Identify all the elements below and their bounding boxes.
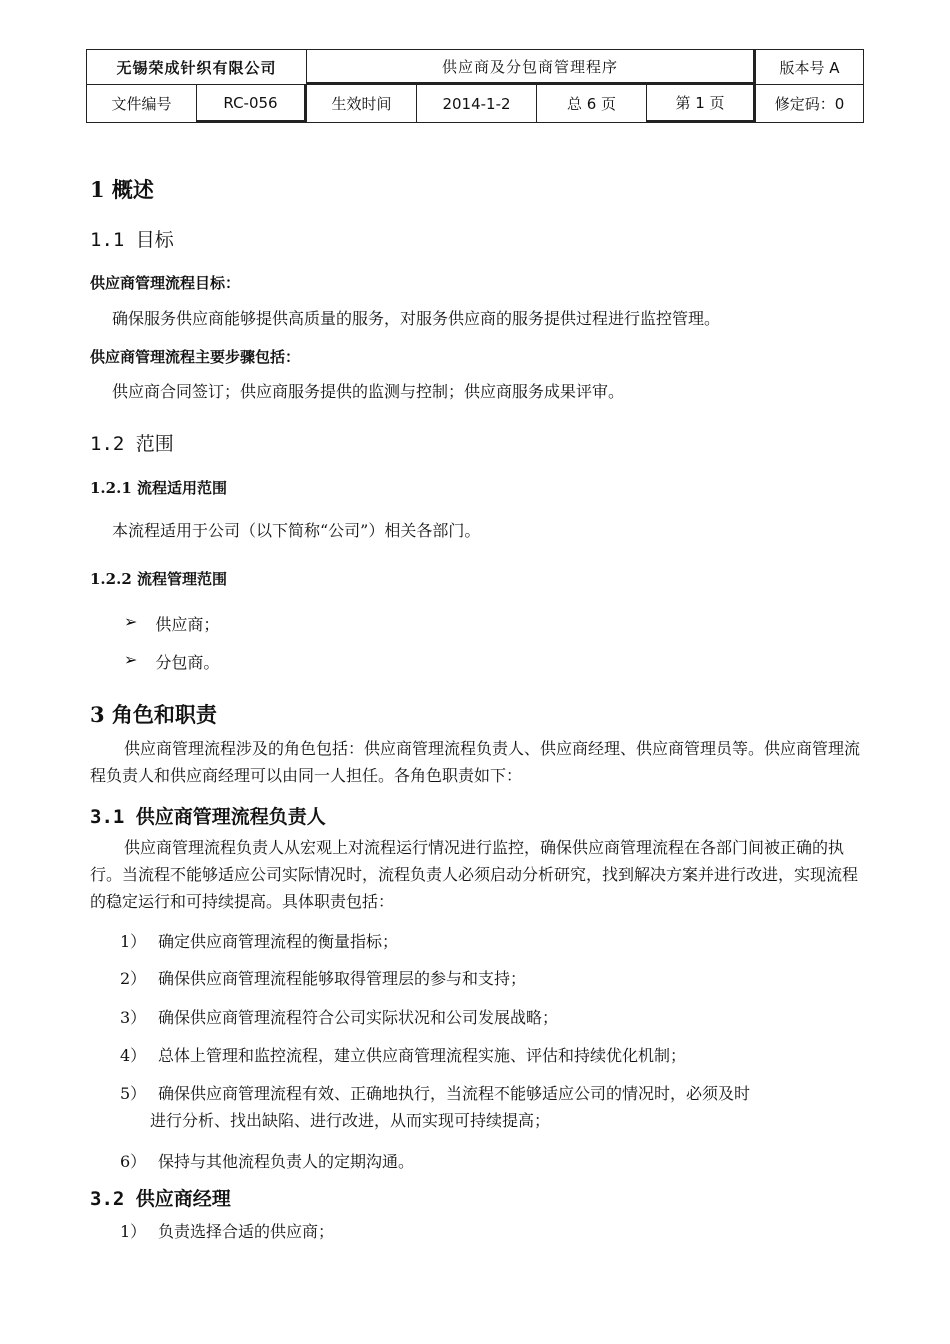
- company-name: 无锡荣成针织有限公司: [86, 49, 307, 85]
- list-item: 2） 确保供应商管理流程能够取得管理层的参与和支持；: [120, 969, 527, 988]
- document-header-table: [86, 49, 864, 123]
- effective-date: 2014-1-2: [416, 84, 537, 123]
- section-3-2-heading: 3.2 供应商经理: [90, 1188, 231, 1210]
- document-title: 供应商及分包商管理程序: [306, 49, 756, 85]
- arrow-bullet-icon: ➢: [124, 650, 138, 669]
- arrow-bullet-icon: ➢: [124, 612, 138, 631]
- steps-label: 供应商管理流程主要步骤包括：: [90, 348, 301, 366]
- list-item: ➢ 供应商；: [124, 612, 220, 634]
- section-3-1-heading: 3.1 供应商管理流程负责人: [90, 806, 326, 828]
- effective-date-label: 生效时间: [306, 84, 417, 123]
- steps-text: 供应商合同签订；供应商服务提供的监测与控制；供应商服务成果评审。: [112, 382, 625, 401]
- section-1-2-1-heading: 1.2.1 流程适用范围: [90, 479, 227, 497]
- goal-text: 确保服务供应商能够提供高质量的服务，对服务供应商的服务提供过程进行监控管理。: [112, 309, 721, 328]
- section-1-heading: 1 概述: [90, 177, 154, 202]
- scope-text: 本流程适用于公司（以下简称“公司”）相关各部门。: [112, 521, 481, 540]
- section-3-heading: 3 角色和职责: [90, 702, 217, 727]
- list-item: 1） 负责选择合适的供应商；: [120, 1222, 335, 1241]
- list-item: 3） 确保供应商管理流程符合公司实际状况和公司发展战略；: [120, 1008, 559, 1027]
- section-1-2-heading: 1.2 范围: [90, 433, 174, 455]
- owner-text: 供应商管理流程负责人从宏观上对流程运行情况进行监控，确保供应商管理流程在各部门间被正确的执行。当流程不能够适应公司实际情况时，流程负责人必须启动分析研究，找到解决方案并进行改进，实现流程的稳定运行和可持续提高。具体职责包括：: [90, 838, 859, 911]
- roles-text: 供应商管理流程涉及的角色包括：供应商管理流程负责人、供应商经理、供应商管理员等。供应商管理流程负责人和供应商经理可以由同一人担任。各角色职责如下：: [90, 739, 861, 785]
- list-item: 4） 总体上管理和监控流程，建立供应商管理流程实施、评估和持续优化机制；: [120, 1046, 687, 1065]
- revision-code: 修定码：0: [755, 84, 864, 123]
- page-number: 第 1 页: [646, 84, 756, 123]
- doc-number: RC-056: [196, 84, 307, 123]
- section-1-1-heading: 1.1 目标: [90, 229, 174, 251]
- section-1-2-2-heading: 1.2.2 流程管理范围: [90, 570, 227, 588]
- list-item: 5） 确保供应商管理流程有效、正确地执行，当流程不能够适应公司的情况时，必须及时 进行分析、找出缺陷、进行改进，从而实现可持续提高；: [120, 1084, 751, 1130]
- version-number: 版本号 A: [755, 49, 864, 85]
- list-item: 6） 保持与其他流程负责人的定期沟通。: [120, 1152, 415, 1171]
- doc-number-label: 文件编号: [86, 84, 197, 123]
- total-pages: 总 6 页: [536, 84, 647, 123]
- list-item: ➢ 分包商。: [124, 650, 220, 672]
- list-item: 1） 确定供应商管理流程的衡量指标；: [120, 932, 399, 951]
- goal-label: 供应商管理流程目标：: [90, 274, 241, 292]
